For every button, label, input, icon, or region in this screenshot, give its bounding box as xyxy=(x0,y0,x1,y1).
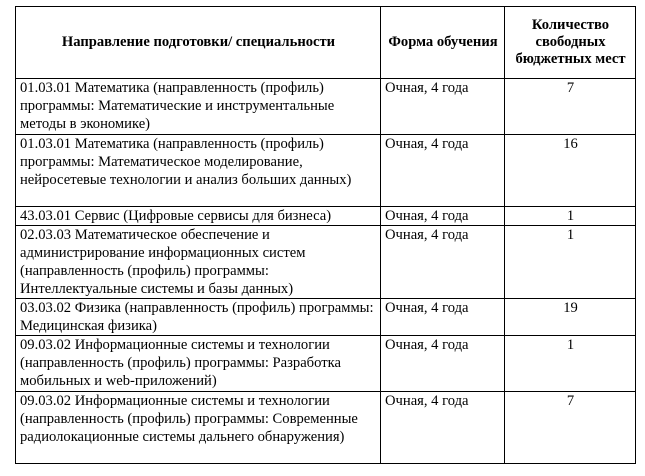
table-row xyxy=(16,226,636,299)
cell-direction: 09.03.02 Информационные системы и технологии (направленность (профиль) программы: Разработка мобильных и web-приложений) xyxy=(16,336,381,392)
cell-form: Очная, 4 года xyxy=(381,299,505,336)
header-form: Форма обучения xyxy=(381,7,505,79)
cell-seats: 19 xyxy=(505,299,636,336)
cell-seats: 16 xyxy=(505,135,636,207)
cell-form: Очная, 4 года xyxy=(381,207,505,226)
cell-seats: 1 xyxy=(505,207,636,226)
header-seats: Количество свободных бюджетных мест xyxy=(505,7,636,79)
table-row xyxy=(16,79,636,135)
table-header-row xyxy=(16,7,636,79)
cell-form: Очная, 4 года xyxy=(381,392,505,464)
cell-seats: 1 xyxy=(505,336,636,392)
table-row xyxy=(16,135,636,207)
cell-form: Очная, 4 года xyxy=(381,226,505,299)
table-row xyxy=(16,392,636,464)
cell-direction: 01.03.01 Математика (направленность (профиль) программы: Математические и инструментальные методы в экономике) xyxy=(16,79,381,135)
cell-direction: 09.03.02 Информационные системы и технологии (направленность (профиль) программы: Современные радиолокационные системы дальнего обнаружения) xyxy=(16,392,381,464)
cell-direction: 01.03.01 Математика (направленность (профиль) программы: Математическое моделирование, нейросетевые технологии и анализ больших данных) xyxy=(16,135,381,207)
cell-form: Очная, 4 года xyxy=(381,79,505,135)
cell-direction: 03.03.02 Физика (направленность (профиль) программы: Медицинская физика) xyxy=(16,299,381,336)
cell-seats: 1 xyxy=(505,226,636,299)
header-direction: Направление подготовки/ специальности xyxy=(16,7,381,79)
cell-seats: 7 xyxy=(505,392,636,464)
cell-direction: 02.03.03 Математическое обеспечение и администрирование информационных систем (направленность (профиль) программы: Интеллектуальные системы и базы данных) xyxy=(16,226,381,299)
table-row xyxy=(16,299,636,336)
table-row xyxy=(16,336,636,392)
cell-form: Очная, 4 года xyxy=(381,135,505,207)
cell-direction: 43.03.01 Сервис (Цифровые сервисы для бизнеса) xyxy=(16,207,381,226)
table-row xyxy=(16,207,636,226)
cell-form: Очная, 4 года xyxy=(381,336,505,392)
budget-places-table xyxy=(15,6,636,464)
cell-seats: 7 xyxy=(505,79,636,135)
